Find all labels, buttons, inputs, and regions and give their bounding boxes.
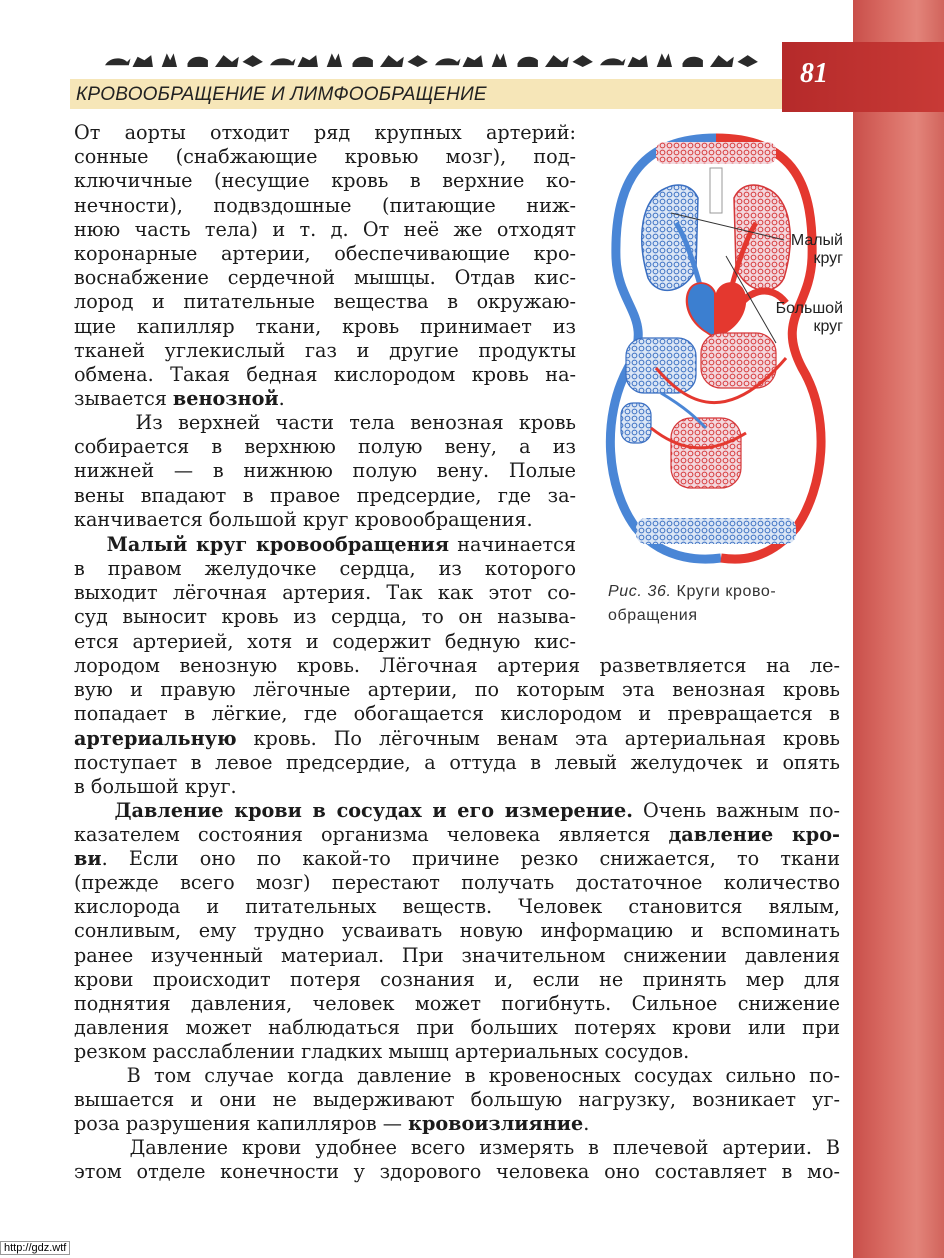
page-edge-strip — [853, 0, 944, 1258]
text-line: лородом венозную кровь. Лёгочная артерия разветвляется на ле- — [74, 654, 840, 677]
text-line: суд выносит кровь из сердца, то он называ- — [74, 605, 576, 629]
text-line: кислорода и питательных веществ. Человек становится вялым, — [74, 895, 840, 919]
text-line: Из верхней части тела венозная кровь — [74, 411, 576, 434]
text-line: вышается и они не выдерживают большую нагрузку, возникает уг- — [74, 1088, 840, 1112]
text-line: нюю часть тела) и т. д. От неё же отходят — [74, 217, 576, 241]
chapter-title: КРОВООБРАЩЕНИЕ И ЛИМФООБРАЩЕНИЕ — [76, 84, 487, 105]
animal-silhouette-icon — [105, 58, 131, 65]
text-line: вую и правую лёгочные артерии, по которым эта венозная кровь — [74, 678, 840, 702]
text-line: Давление крови удобнее всего измерять в плечевой артерии. В — [74, 1136, 840, 1159]
text-line: тканей углекислый газ и другие продукты — [74, 338, 576, 362]
text-line: поступает в левое предсердие, а оттуда в левый желудочек и опять — [74, 751, 840, 774]
text-line: поднятия давления, человек может погибнуть. Сильное снижение — [74, 992, 840, 1015]
text-line: вены впадают в правое предсердие, где за- — [74, 483, 576, 507]
animal-silhouette-icon — [710, 55, 734, 67]
text-line: коронарные артерии, обеспечивающие кро- — [74, 242, 576, 265]
text-line: резком расслаблении гладких мышц артериальных сосудов. — [74, 1040, 690, 1064]
text-line: щие капилляр ткани, кровь принимает из — [74, 314, 576, 338]
text-line: ключичные (несущие кровь в верхние ко- — [74, 169, 576, 193]
kidney-capillaries — [621, 403, 651, 443]
animal-silhouette-icon — [408, 55, 428, 67]
text-line: канчивается большой круг кровообращения. — [74, 507, 533, 531]
animal-silhouette-icon — [683, 57, 703, 67]
text-line: зывается венозной. — [74, 387, 285, 410]
text-line: выходит лёгочная артерия. Так как этот со- — [74, 581, 576, 605]
animal-silhouette-icon — [463, 55, 483, 67]
page-number: 81 — [800, 58, 828, 89]
section-heading-line: Давление крови в сосудах и его измерение. Очень важным по- — [114, 799, 840, 822]
circulation-diagram — [596, 128, 846, 568]
animal-silhouette-icon — [628, 55, 648, 67]
animal-silhouette-icon — [738, 55, 758, 67]
text-line: Малый круг кровообращения начинается — [106, 533, 576, 556]
animal-silhouette-icon — [327, 53, 342, 67]
text-line: артериальную кровь. По лёгочным венам эта артериальная кровь — [74, 727, 840, 750]
text-line: От аорты отходит ряд крупных артерий: — [74, 121, 576, 144]
text-line: воснабжение сердечной мышцы. Отдав кис- — [74, 266, 576, 290]
animal-silhouette-icon — [215, 55, 239, 67]
small-circle-label: Малый круг — [790, 232, 843, 267]
text-line: собирается в верхнюю полую вену, а из — [74, 435, 576, 459]
animal-silhouette-icon — [133, 55, 153, 67]
text-line: давления может наблюдаться при больших потерях крови или при — [74, 1016, 840, 1040]
animal-silhouette-icon — [353, 57, 373, 67]
animal-silhouette-icon — [243, 55, 263, 67]
animal-silhouettes-decoration — [105, 48, 773, 74]
animal-silhouette-icon — [188, 57, 208, 67]
animal-silhouette-icon — [162, 53, 177, 67]
liver-capillaries — [626, 338, 696, 393]
head-capillary-bed — [656, 142, 776, 164]
text-line: казателем состояния организма человека является давление кро- — [74, 823, 840, 846]
figure-caption: Рис. 36. Круги крово- обращения — [608, 583, 777, 624]
animal-silhouette-icon — [657, 53, 672, 67]
text-line: в большой круг. — [74, 775, 237, 798]
animal-silhouette-icon — [380, 55, 404, 67]
animal-silhouette-icon — [435, 58, 461, 65]
text-line: (прежде всего мозг) перестают получать достаточное количество — [74, 871, 840, 894]
text-line: обмена. Такая бедная кислородом кровь на- — [74, 363, 576, 386]
animal-silhouette-icon — [492, 53, 507, 67]
text-line: нижней — в нижнюю полую вену. Полые — [74, 459, 576, 483]
animal-silhouette-icon — [298, 55, 318, 67]
left-lung — [642, 185, 698, 290]
text-line: сонливым, ему трудно усваивать новую информацию и вспоминать — [74, 919, 840, 943]
trachea — [710, 168, 722, 213]
text-line: ется артерией, хотя и содержит бедную кис- — [74, 629, 576, 653]
source-url-watermark[interactable]: http://gdz.wtf — [0, 1241, 70, 1255]
text-line: ви. Если оно по какой-то причине резко снижается, то ткани — [74, 847, 840, 870]
text-line: роза разрушения капилляров — кровоизлияние. — [74, 1112, 590, 1135]
text-line: попадает в лёгкие, где обогащается кислородом и превращается в — [74, 702, 840, 726]
text-line: в правом желудочке сердца, из которого — [74, 557, 576, 580]
animal-silhouette-icon — [600, 58, 626, 65]
text-line: крови происходит потеря сознания и, если не принять мер для — [74, 967, 840, 991]
legs-capillary-bed — [636, 518, 796, 544]
intestine-capillaries — [671, 418, 741, 488]
animal-silhouette-icon — [270, 58, 296, 65]
text-line: этом отделе конечности у здорового человека оно составляет в мо- — [74, 1160, 840, 1184]
animal-silhouette-icon — [573, 55, 593, 67]
text-line: В том случае когда давление в кровеносных сосудах сильно по- — [74, 1064, 840, 1087]
text-line: нечности), подвздошные (питающие ниж- — [74, 193, 576, 217]
animal-silhouette-icon — [518, 57, 538, 67]
text-line: ранее изученный материал. При значительном снижении давления — [74, 943, 840, 967]
animal-silhouette-icon — [545, 55, 569, 67]
text-line: сонные (снабжающие кровью мозг), под- — [74, 145, 576, 169]
big-circle-label: Большой круг — [775, 300, 843, 335]
text-line: лород и питательные вещества в окружаю- — [74, 290, 576, 314]
